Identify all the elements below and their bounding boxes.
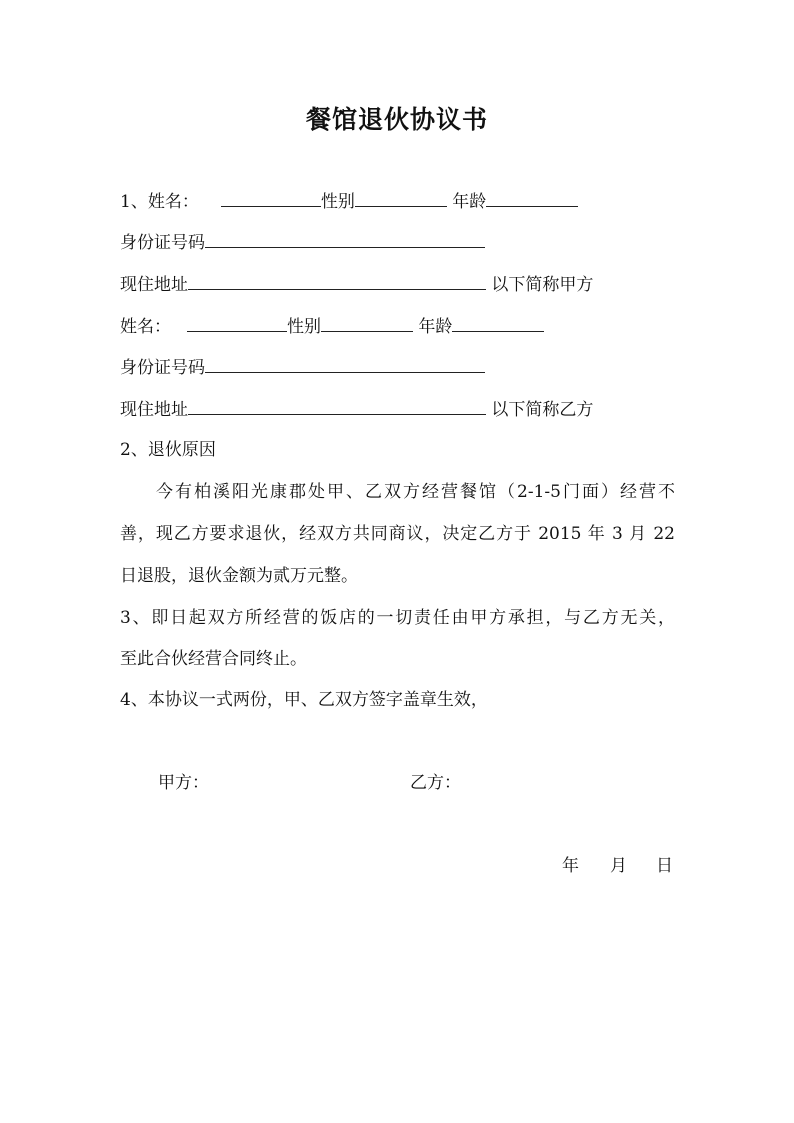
address-label: 现住地址 — [120, 275, 188, 295]
id-field[interactable] — [205, 229, 485, 248]
section-2-line: 善，现乙方要求退伙，经双方共同商议，决定乙方于 2015 年 3 月 22 — [120, 524, 675, 544]
date-year-label: 年 — [562, 856, 579, 876]
gender-field[interactable] — [355, 188, 447, 207]
section-2-line: 今有柏溪阳光康郡处甲、乙双方经营餐馆（2-1-5门面）经营不 — [156, 482, 675, 502]
address-field[interactable] — [188, 396, 486, 415]
gender-label: 性别 — [287, 317, 321, 337]
gender-label: 性别 — [320, 192, 355, 212]
party-a-id-row — [120, 229, 485, 253]
party-b-signature-label: 乙方： — [410, 773, 461, 793]
party-b-address-row — [120, 396, 593, 420]
id-label: 身份证号码 — [120, 358, 205, 378]
gender-field[interactable] — [321, 313, 413, 332]
age-label: 年龄 — [452, 192, 487, 212]
party-b-basic-row — [120, 313, 544, 337]
section-3-line: 至此合伙经营合同终止。 — [120, 649, 307, 669]
document-title: 餐馆退伙协议书 — [305, 105, 488, 134]
name-label: 姓名： — [120, 317, 171, 337]
party-a-basic-row — [120, 188, 578, 212]
address-field[interactable] — [188, 271, 486, 290]
section-2-heading: 2、退伙原因 — [120, 440, 216, 460]
date-month-label: 月 — [610, 856, 627, 876]
section-4: 4、本协议一式两份，甲、乙双方签字盖章生效， — [120, 690, 488, 710]
section-3-line: 3、即日起双方所经营的饭店的一切责任由甲方承担，与乙方无关， — [120, 608, 675, 628]
name-label: 1、姓名： — [120, 192, 199, 212]
age-field[interactable] — [486, 188, 578, 207]
section-2-line: 日退股，退伙金额为贰万元整。 — [120, 566, 358, 586]
id-label: 身份证号码 — [120, 233, 205, 253]
address-label: 现住地址 — [120, 400, 188, 420]
alias-label: 以下简称甲方 — [491, 275, 594, 295]
party-b-id-row — [120, 354, 485, 378]
id-field[interactable] — [205, 354, 485, 373]
party-a-address-row — [120, 271, 593, 295]
age-field[interactable] — [452, 313, 544, 332]
alias-label: 以下简称乙方 — [491, 400, 594, 420]
name-field[interactable] — [187, 313, 287, 332]
name-field[interactable] — [221, 188, 321, 207]
date-day-label: 日 — [656, 856, 673, 876]
age-label: 年龄 — [418, 317, 453, 337]
party-a-signature-label: 甲方： — [158, 773, 209, 793]
